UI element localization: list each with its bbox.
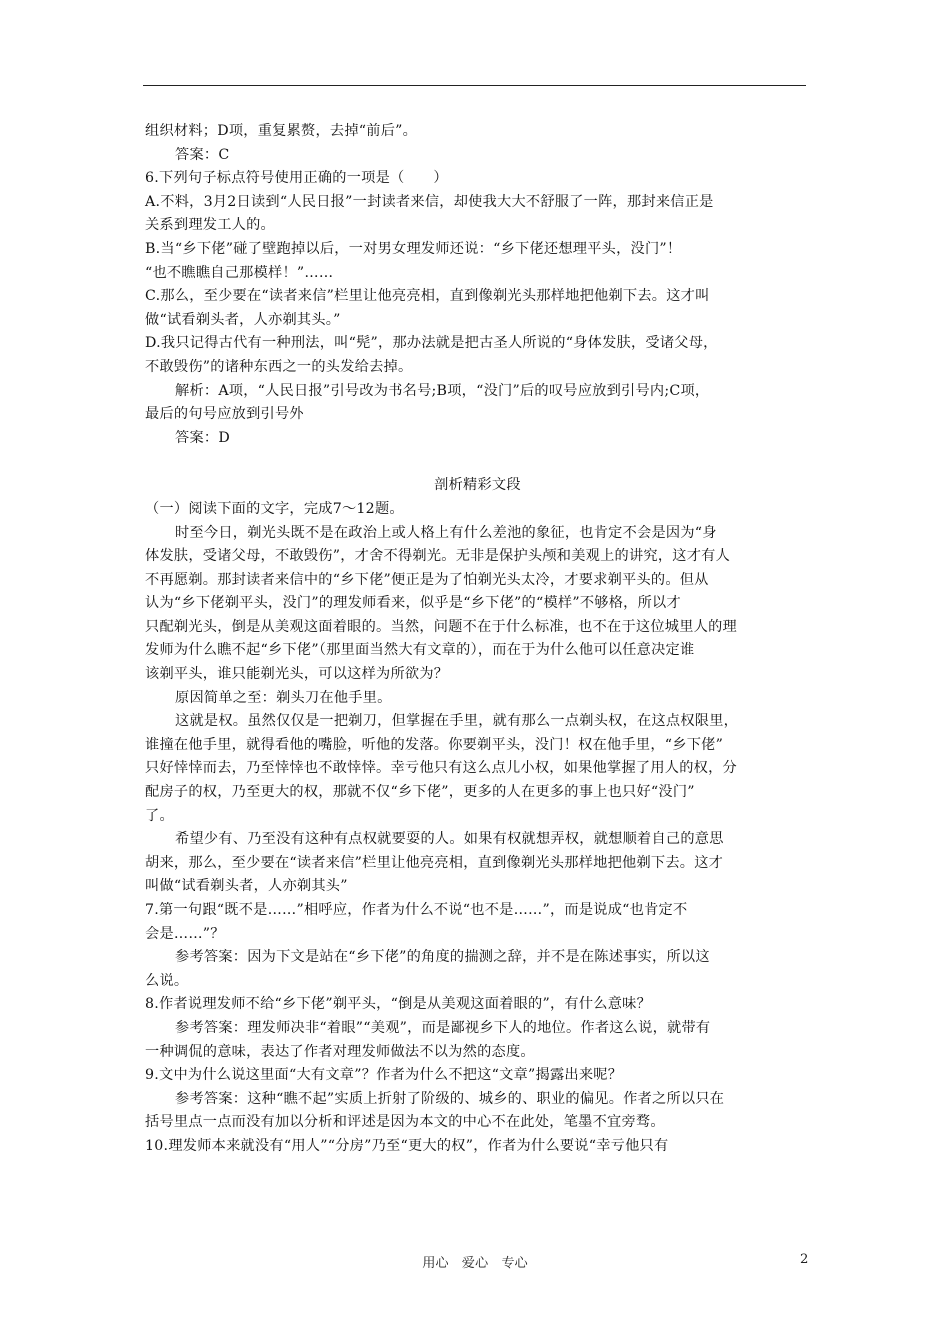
header-rule — [143, 85, 806, 86]
passage-line: 希望少有、乃至没有这种有点权就要耍的人。如果有权就想弄权，就想顺着自己的意思 — [175, 831, 724, 848]
explanation-cont: 最后的句号应放到引号外 — [145, 406, 304, 423]
option-d-cont: 不敢毁伤”的诸种东西之一的头发给去掉。 — [145, 358, 413, 375]
section-title: 剖析精彩文段 — [434, 477, 521, 494]
option-a: A.不料，3月2日读到“人民日报”一封读者来信，却使我大大不舒服了一阵，那封来信正是 — [145, 193, 714, 210]
page-content — [145, 120, 810, 1159]
answer-line: 答案：C — [175, 146, 230, 163]
question-7: 7.第一句跟“既不是……”相呼应，作者为什么不说“也不是……”，而是说成“也肯定不 — [145, 902, 688, 918]
passage-line: 发师为什么瞧不起“乡下佬”（那里面当然大有文章的），而在于为什么他可以任意决定谁 — [145, 642, 695, 659]
page-number: 2 — [800, 1252, 809, 1267]
passage-line: 谁撞在他手里，就得看他的嘴脸，听他的发落。你要剃平头，没门！权在他手里，“乡下佬” — [145, 736, 724, 753]
option-a-cont: 关系到理发工人的。 — [145, 217, 275, 234]
option-c-cont: 做“试看剃头者，人亦剃其头。” — [145, 311, 341, 328]
passage-line: 胡来，那么，至少要在“读者来信”栏里让他亮亮相，直到像剃光头那样地把他剃下去。这才 — [145, 854, 724, 871]
reference-answer-cont: 括号里点一点而没有加以分析和评述是因为本文的中心不在此处，笔墨不宜旁骛。 — [145, 1114, 665, 1131]
reference-answer-cont: 么说。 — [145, 972, 189, 989]
option-d: D.我只记得古代有一种刑法，叫“髡”，那办法就是把古圣人所说的“身体发肤，受诸父母， — [145, 335, 718, 352]
option-b-cont: “也不瞧瞧自己那模样！”…… — [145, 264, 334, 281]
passage-intro: （一）阅读下面的文字，完成7～12题。 — [145, 500, 404, 517]
question-6: 6.下列句子标点符号使用正确的一项是（ ） — [145, 170, 448, 187]
passage-line: 该剃平头，谁只能剃光头，可以这样为所欲为？ — [145, 666, 449, 683]
passage-line: 时至今日，剃光头既不是在政治上或人格上有什么差池的象征，也肯定不会是因为“身 — [175, 524, 717, 541]
question-7-cont: 会是……”？ — [145, 925, 225, 942]
option-c: C.那么，至少要在“读者来信”栏里让他亮亮相，直到像剃光头那样地把他剃下去。这才叫 — [145, 288, 710, 305]
passage-line: 只配剃光头，倒是从美观这面着眼的。当然，问题不在于什么标准，也不在于这位城里人的理 — [145, 618, 737, 635]
text-line: 组织材料；D项，重复累赘，去掉“前后”。 — [145, 123, 418, 139]
reference-answer-cont: 一种调侃的意味，表达了作者对理发师做法不以为然的态度。 — [145, 1043, 535, 1060]
reference-answer: 参考答案：理发师决非“着眼”“美观”，而是鄙视乡下人的地位。作者这么说，就带有 — [175, 1019, 711, 1036]
passage-line: 配房子的权，乃至更大的权，那就不仅“乡下佬”，更多的人在更多的事上也只好“没门” — [145, 784, 695, 801]
reference-answer: 参考答案：因为下文是站在“乡下佬”的角度的揣测之辞，并不是在陈述事实，所以这 — [175, 949, 710, 966]
page-footer: 用心 爱心 专心 — [422, 1256, 528, 1271]
passage-line: 这就是权。虽然仅仅是一把剃刀，但掌握在手里，就有那么一点剃头权，在这点权限里， — [175, 713, 739, 730]
question-8: 8.作者说理发师不给“乡下佬”剃平头，“倒是从美观这面着眼的”，有什么意味？ — [145, 996, 652, 1013]
explanation: 解析：A项，“人民日报”引号改为书名号;B项，“没门”后的叹号应放到引号内;C项， — [175, 382, 710, 399]
passage-line: 原因简单之至：剃头刀在他手里。 — [175, 689, 392, 706]
question-10: 10.理发师本来就没有“用人”“分房”乃至“更大的权”，作者为什么要说“幸亏他只有 — [145, 1137, 669, 1154]
answer-line: 答案：D — [175, 429, 230, 446]
passage-line: 只好悻悻而去，乃至悻悻也不敢悻悻。幸亏他只有这么点儿小权，如果他掌握了用人的权，分 — [145, 760, 737, 777]
passage-line: 认为“乡下佬剃平头，没门”的理发师看来，似乎是“乡下佬”的“模样”不够格，所以才 — [145, 595, 681, 612]
passage-line: 不再愿剃。那封读者来信中的“乡下佬”便正是为了怕剃光头太冷，才要求剃平头的。但从 — [145, 571, 709, 588]
option-b: B.当“乡下佬”碰了壁跑掉以后，一对男女理发师还说：“乡下佬还想理平头，没门”！ — [145, 240, 682, 257]
passage-line: 体发肤，受诸父母，不敢毁伤”，才舍不得剃光。无非是保护头颅和美观上的讲究，这才有人 — [145, 548, 731, 565]
passage-line: 了。 — [145, 807, 174, 824]
question-9: 9.文中为什么说这里面“大有文章”？作者为什么不把这“文章”揭露出来呢？ — [145, 1067, 623, 1084]
reference-answer: 参考答案：这种“瞧不起”实质上折射了阶级的、城乡的、职业的偏见。作者之所以只在 — [175, 1090, 725, 1107]
passage-line: 叫做“试看剃头者，人亦剃其头” — [145, 878, 348, 895]
